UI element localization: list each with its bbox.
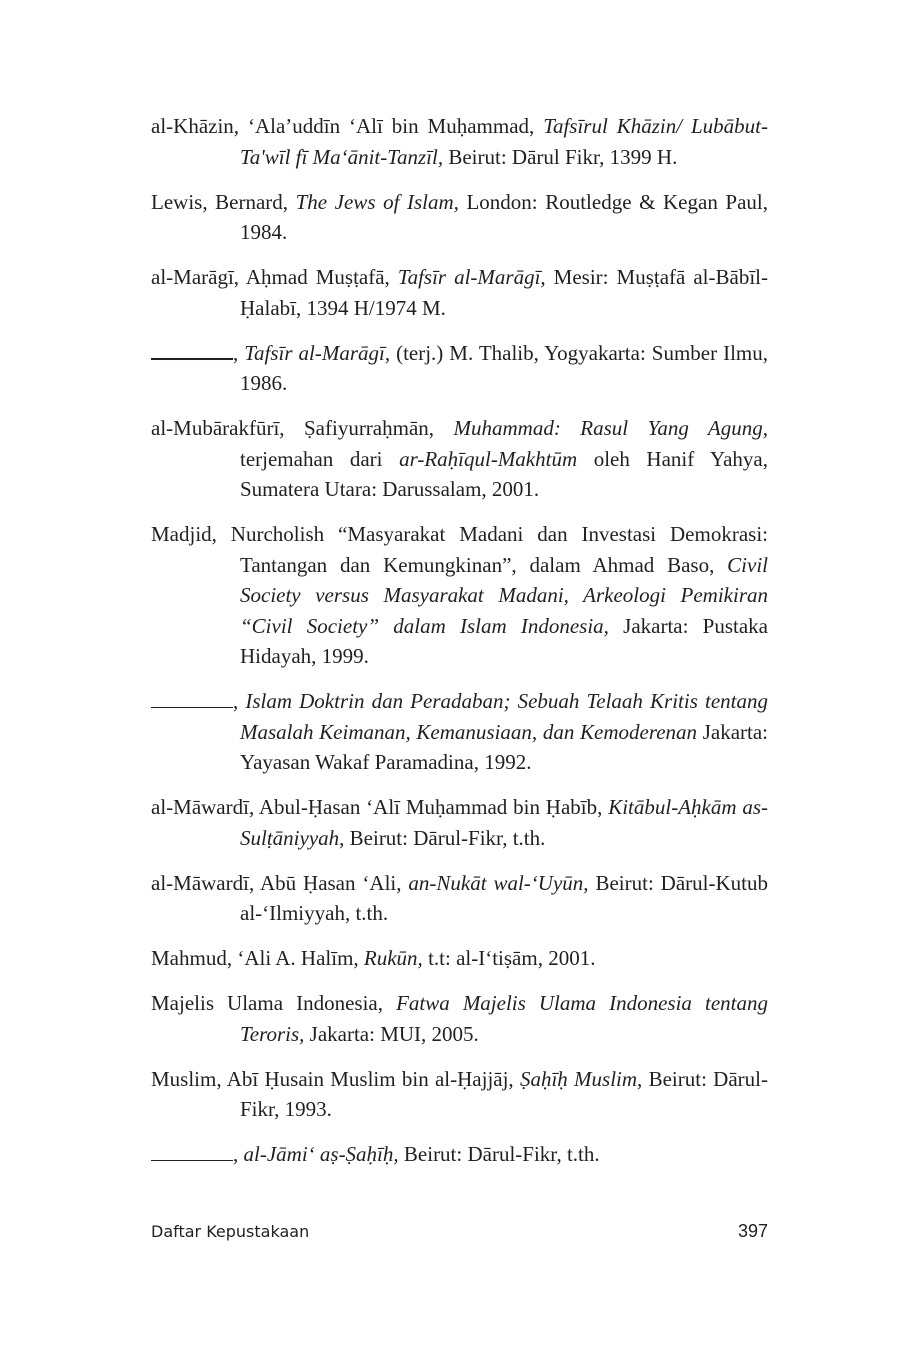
entry-title: Civil Society versus Masyarakat Madani, Arkeologi Pemikiran “Civil Society” dalam Islam Indonesia, [240,552,768,638]
entry-publication: Beirut: Dārul-Fikr, t.th. [398,1142,600,1166]
entry-publication: Jakarta: Pustaka Hidayah, 1999. [240,613,768,668]
entry-publication: t.t: al-Iʻtiṣām, 2001. [422,946,596,970]
entry-publication: Jakarta: Yayasan Wakaf Paramadina, 1992. [240,719,768,774]
entry-author: al-Māwardī, Abul-Ḥasan ʻAlī Muḥammad bin Ḥabīb, [151,795,609,819]
bib-entry-al-khazin [151,111,768,172]
entry-author: al-Khāzin, ʻAla’uddīn ʻAlī bin Muḥammad, [151,114,544,138]
bib-entry-mahmud [151,943,768,974]
page-number: 397 [737,1221,768,1241]
entry-title: Islam Doktrin dan Peradaban; Sebuah Telaah Kritis tentang Masalah Keimanan, Kemanusiaan, dan Kemoderenan [240,689,768,744]
entry-title: an-Nukāt wal-ʻUyūn, [408,870,589,895]
entry-author: , [233,340,245,365]
entry-title: Muhammad: Rasul Yang Agung, [453,416,768,440]
entry-author: , [233,689,246,713]
bib-entry-lewis [151,187,768,248]
same-author-dash [151,707,233,708]
bib-entry-al-mawardi-kitabul [151,792,768,853]
same-author-dash [151,358,233,359]
entry-title: Tafsīr al-Marāgī, [244,340,391,365]
bib-entry-madjid [151,519,768,672]
bibliography-list [151,111,768,1184]
entry-publication: London: Routledge & Kegan Paul, 1984. [240,189,768,244]
entry-original-title: ar-Raḥīqul-Makhtūm [399,446,578,471]
entry-publication-cont: oleh Hanif Yahya, Sumatera Utara: Darussalam, 2001. [240,446,768,501]
entry-publication: (terj.) M. Thalib, Yogyakarta: Sumber Ilmu, 1986. [240,340,769,395]
entry-author: al-Mubārakfūrī, Ṣafiyurraḥmān, [151,416,454,440]
entry-title: Ṣaḥīḥ Muslim, [519,1066,643,1091]
entry-publication: Beirut: Dārul-Kutub al-ʻIlmiyyah, t.th. [240,870,768,925]
entry-title: Tafsīr al-Marāgī, [397,265,546,289]
bib-entry-muslim [151,1064,768,1125]
entry-title: Kitābul-Aḥkām as-Sulṭāniyyah, [240,795,768,850]
entry-publication: terjemahan dari [240,446,400,471]
entry-author: Muslim, Abī Ḥusain Muslim bin al-Ḥajjāj, [151,1066,520,1091]
entry-publication: Beirut: Dārul-Fikr, t.th. [344,825,546,850]
bib-entry-muslim-jami [151,1139,768,1170]
entry-publication: Jakarta: MUI, 2005. [304,1021,479,1046]
bib-entry-mui [151,988,768,1049]
entry-title: Tafsīrul Khāzin/ Lubābut-Ta'wīl fī Maʻānit-Tanzīl, [240,114,768,169]
entry-title: Fatwa Majelis Ulama Indonesia tentang Teroris, [240,991,768,1046]
bib-entry-al-mubarakfuri [151,413,768,505]
bib-entry-al-maragi-translation [151,338,768,399]
entry-author: al-Marāgī, Aḥmad Muṣṭafā, [151,265,398,289]
entry-author: Majelis Ulama Indonesia, [151,991,397,1015]
running-section-title: Daftar Kepustakaan [151,1222,310,1241]
entry-title: The Jews of Islam, [295,189,459,214]
entry-author: Lewis, Bernard, [151,189,296,214]
entry-author: Mahmud, ʻAli A. Halīm, [151,946,364,970]
bib-entry-madjid-islam-doktrin [151,686,768,778]
entry-author: al-Māwardī, Abū Ḥasan ʻAli, [151,870,409,895]
same-author-dash [151,1160,233,1161]
entry-author: , [233,1142,244,1166]
entry-title: al-Jāmiʻ aṣ-Ṣaḥīḥ, [243,1142,399,1166]
entry-publication: Beirut: Dārul-Fikr, 1993. [240,1066,768,1121]
entry-publication: Beirut: Dārul Fikr, 1399 H. [443,144,678,169]
bib-entry-al-maragi [151,262,768,323]
entry-title: Rukūn, [363,946,423,970]
entry-author: Madjid, Nurcholish “Masyarakat Madani dan Investasi Demokrasi: Tantangan dan Kemungkinan”, dalam Ahmad Baso, [151,522,768,577]
entry-publication: Mesir: Muṣṭafā al-Bābīl-Ḥalabī, 1394 H/1974 M. [240,265,768,320]
bib-entry-al-mawardi-nukat [151,868,768,929]
